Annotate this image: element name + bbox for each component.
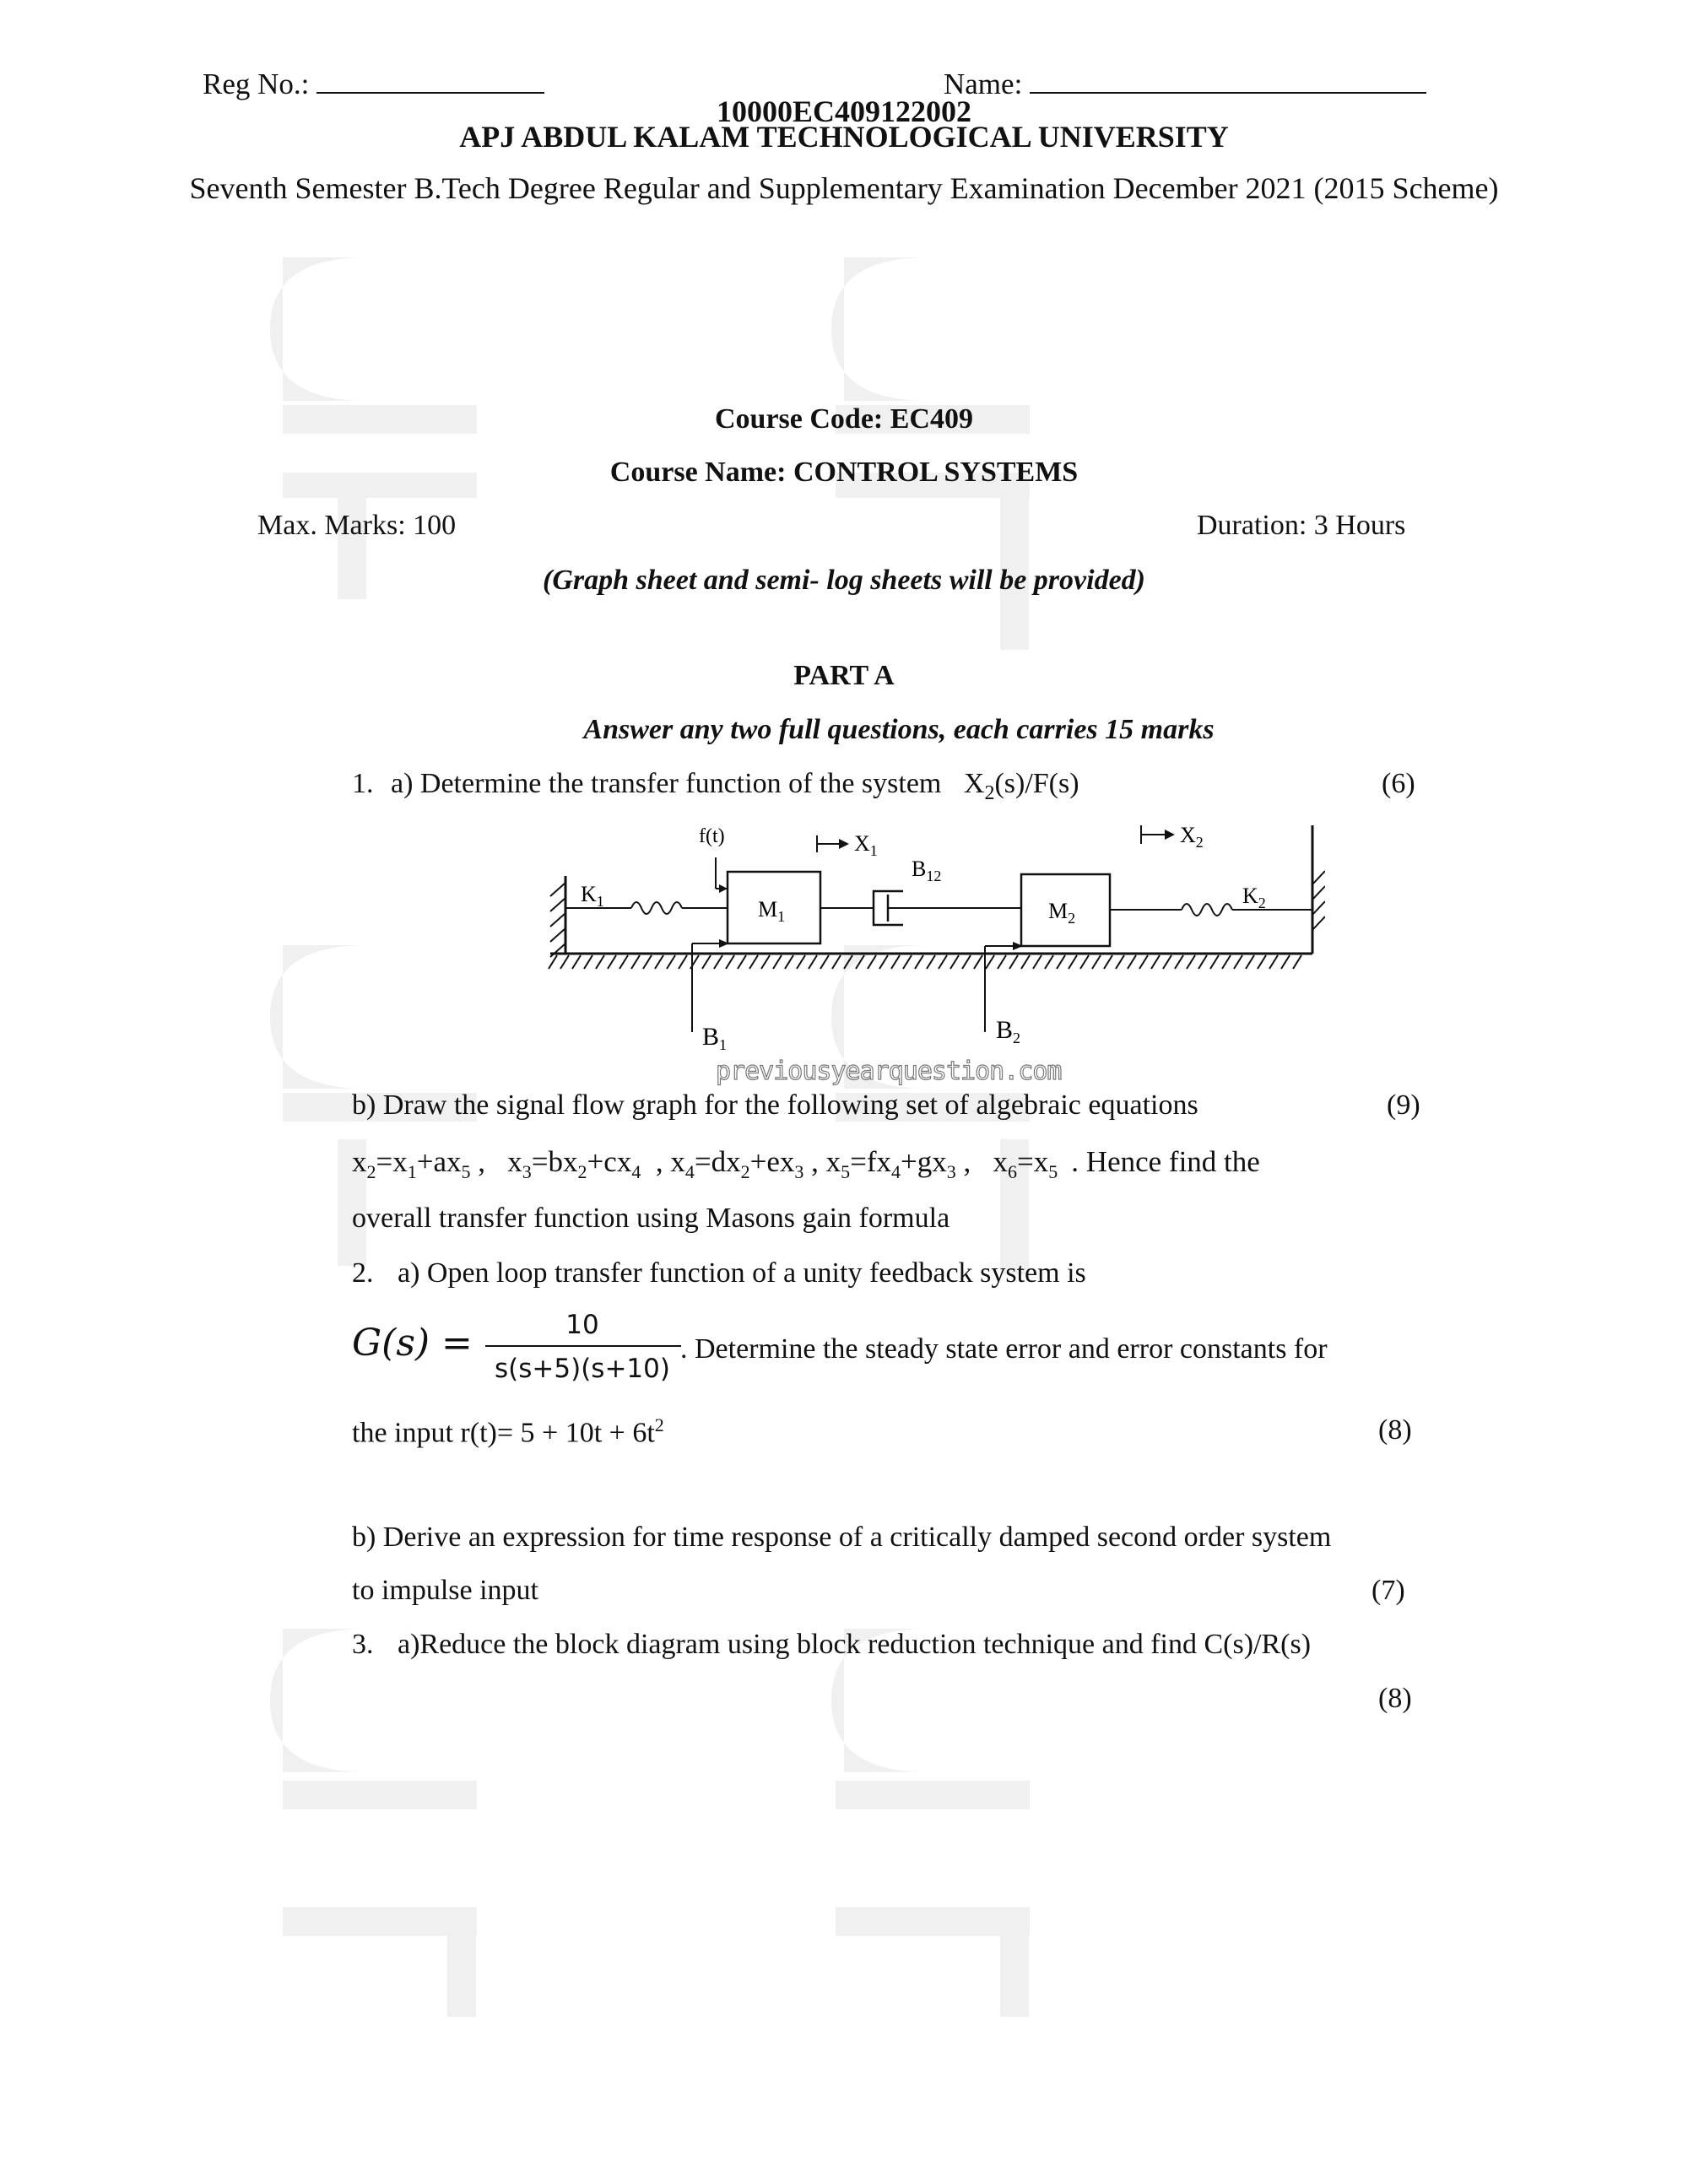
q1a-text: a) Determine the transfer function of the system (391, 768, 942, 799)
course-name: Course Name: CONTROL SYSTEMS (609, 457, 1079, 488)
tf-denominator: s(s+5)(s+10) (495, 1354, 670, 1384)
course-code: Course Code: EC409 (715, 403, 973, 435)
duration: Duration: 3 Hours (1197, 510, 1406, 541)
fraction-bar (485, 1345, 681, 1347)
max-marks: Max. Marks: 100 (257, 510, 457, 541)
x2-label: $X_2$ (1180, 823, 1204, 851)
reg-no-blank (316, 70, 544, 94)
reg-no-label: Reg No.: (203, 68, 310, 100)
spring-k1 (631, 902, 682, 914)
q2b-line2: to impulse input (352, 1575, 538, 1606)
force-label: f(t) (699, 825, 725, 847)
q2b-marks: (7) (1372, 1575, 1405, 1606)
q3-number: 3. (352, 1629, 374, 1660)
q3a-marks: (8) (1378, 1683, 1412, 1714)
spring-k2 (1182, 904, 1232, 916)
m2-label: $M_2$ (1048, 899, 1076, 927)
k1-label: $K_1$ (581, 882, 604, 910)
q2b-line1: b) Derive an expression for time response of a critically damped second order system (352, 1522, 1332, 1553)
m1-label: $M_1$ (758, 897, 786, 925)
q2a-input: the input $r(t)= 5 + 10t + 6t^2$ (352, 1414, 664, 1449)
q2a-determine: . Determine the steady state error and error constants for (680, 1333, 1328, 1365)
q3a-question: 3. a)Reduce the block diagram using block reduction technique and find C(s)/R(s) (352, 1629, 1312, 1660)
mechanical-system-figure (532, 817, 1325, 1062)
equation-2: $x_3=bx_2+cx_4$ , (507, 1145, 671, 1182)
equation-5: $x_6=x_5$ (993, 1145, 1058, 1182)
transfer-function-gs: G(s) = (352, 1322, 473, 1365)
q1b-text: b) Draw the signal flow graph for the following set of algebraic equations (352, 1089, 1198, 1121)
k2-label: $K_2$ (1242, 884, 1266, 911)
exam-code: 10000EC409122002 (716, 95, 971, 128)
q1a-tf: $X_2(s)/F(s)$ (963, 768, 1079, 804)
q1a-marks: (6) (1382, 768, 1415, 799)
q2-number: 2. (352, 1257, 374, 1289)
name-blank (1030, 70, 1426, 94)
equation-1: $x_2=x_1+ax_5$ , (352, 1145, 508, 1182)
b12-label: $B_{12}$ (912, 857, 942, 884)
q2a-question: 2. a) Open loop transfer function of a unity feedback system is (352, 1257, 1086, 1289)
q1b-line3: overall transfer function using Masons gain formula (352, 1203, 950, 1234)
tf-numerator: 10 (565, 1310, 599, 1340)
part-a-instruction: Answer any two full questions, each carries 15 marks (583, 714, 1215, 745)
b2-label: $B_2$ (996, 1016, 1021, 1046)
q2a-marks: (8) (1378, 1414, 1412, 1446)
exam-title: Seventh Semester B.Tech Degree Regular and Supplementary Examination December 2021 (2015 Scheme) (189, 171, 1499, 205)
q1-number: 1. (352, 768, 374, 799)
university-name: APJ ABDUL KALAM TECHNOLOGICAL UNIVERSITY (459, 120, 1229, 154)
x1-label: $X_1$ (854, 831, 878, 859)
name-label: Name: (944, 68, 1023, 100)
b1-label: $B_1$ (702, 1023, 728, 1053)
q1a-question (352, 768, 1079, 805)
algebraic-equations: $x_2=x_1+ax_5$ , $x_3=bx_2+cx_4$ , $x_4=dx_2+ex_3$ , $x_5=fx_4+gx_3$ , $x_6=x_5$ . Hence find the (352, 1145, 1260, 1182)
sheets-note: (Graph sheet and semi- log sheets will be provided) (543, 565, 1145, 596)
equation-4: $x_5=fx_4+gx_3$ , (825, 1145, 993, 1182)
site-watermark: previousyearquestion.com (716, 1057, 1062, 1086)
q1b-marks: (9) (1387, 1089, 1420, 1121)
part-a-title: PART A (793, 660, 895, 691)
equation-3: $x_4=dx_2+ex_3$ , (670, 1145, 826, 1182)
